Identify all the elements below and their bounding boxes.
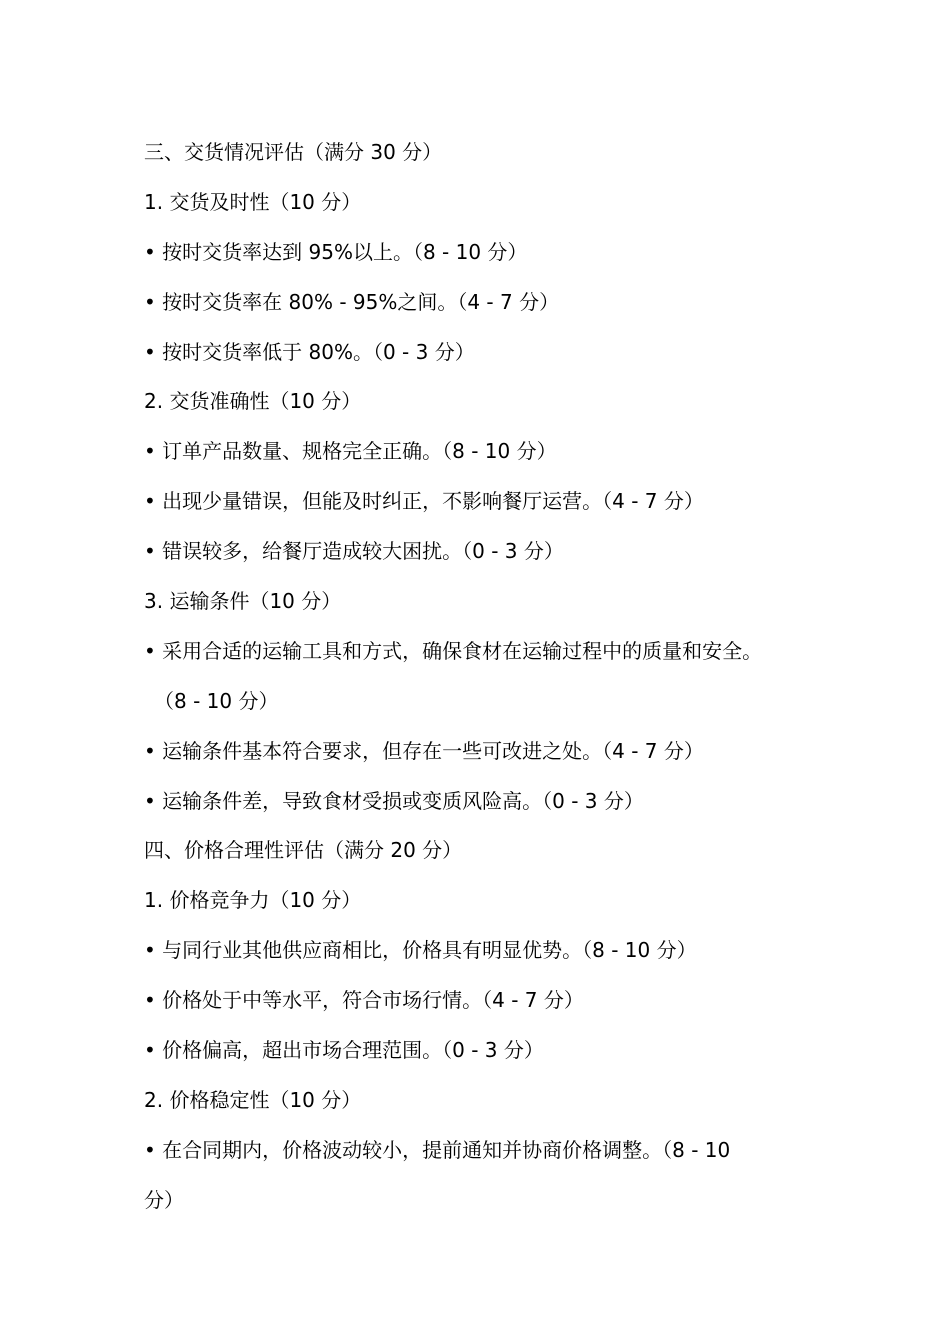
bullet-item: • 运输条件基本符合要求，但存在一些可改进之处。（4 - 7 分） (144, 738, 704, 763)
bullet-item: • 出现少量错误，但能及时纠正，不影响餐厅运营。（4 - 7 分） (144, 489, 704, 514)
bullet-item: • 价格处于中等水平，符合市场行情。（4 - 7 分） (144, 988, 584, 1013)
bullet-item: • 运输条件差，导致食材受损或变质风险高。（0 - 3 分） (144, 788, 644, 813)
bullet-item: • 按时交货率低于 80%。（0 - 3 分） (144, 339, 475, 364)
subsection-heading: 2. 价格稳定性（10 分） (144, 1087, 362, 1112)
section-heading: 三、交货情况评估（满分 30 分） (144, 140, 443, 164)
bullet-item-continuation: 分） (144, 1187, 184, 1212)
bullet-item: • 采用合适的运输工具和方式，确保食材在运输过程中的质量和安全。 (144, 638, 763, 663)
bullet-item: • 与同行业其他供应商相比，价格具有明显优势。（8 - 10 分） (144, 938, 697, 963)
bullet-item: • 按时交货率在 80% - 95%之间。（4 - 7 分） (144, 289, 560, 314)
subsection-heading: 1. 交货及时性（10 分） (144, 189, 362, 214)
bullet-item-continuation: （8 - 10 分） (154, 688, 279, 713)
bullet-item: • 订单产品数量、规格完全正确。（8 - 10 分） (144, 439, 557, 464)
section-heading: 四、价格合理性评估（满分 20 分） (144, 838, 463, 863)
subsection-heading: 2. 交货准确性（10 分） (144, 389, 362, 414)
bullet-item: • 价格偏高，超出市场合理范围。（0 - 3 分） (144, 1038, 544, 1063)
bullet-item: • 按时交货率达到 95%以上。（8 - 10 分） (144, 239, 528, 264)
bullet-item: • 错误较多，给餐厅造成较大困扰。（0 - 3 分） (144, 539, 564, 564)
subsection-heading: 1. 价格竞争力（10 分） (144, 888, 362, 913)
subsection-heading: 3. 运输条件（10 分） (144, 589, 342, 614)
bullet-item: • 在合同期内，价格波动较小，提前通知并协商价格调整。（8 - 10 (144, 1137, 731, 1162)
